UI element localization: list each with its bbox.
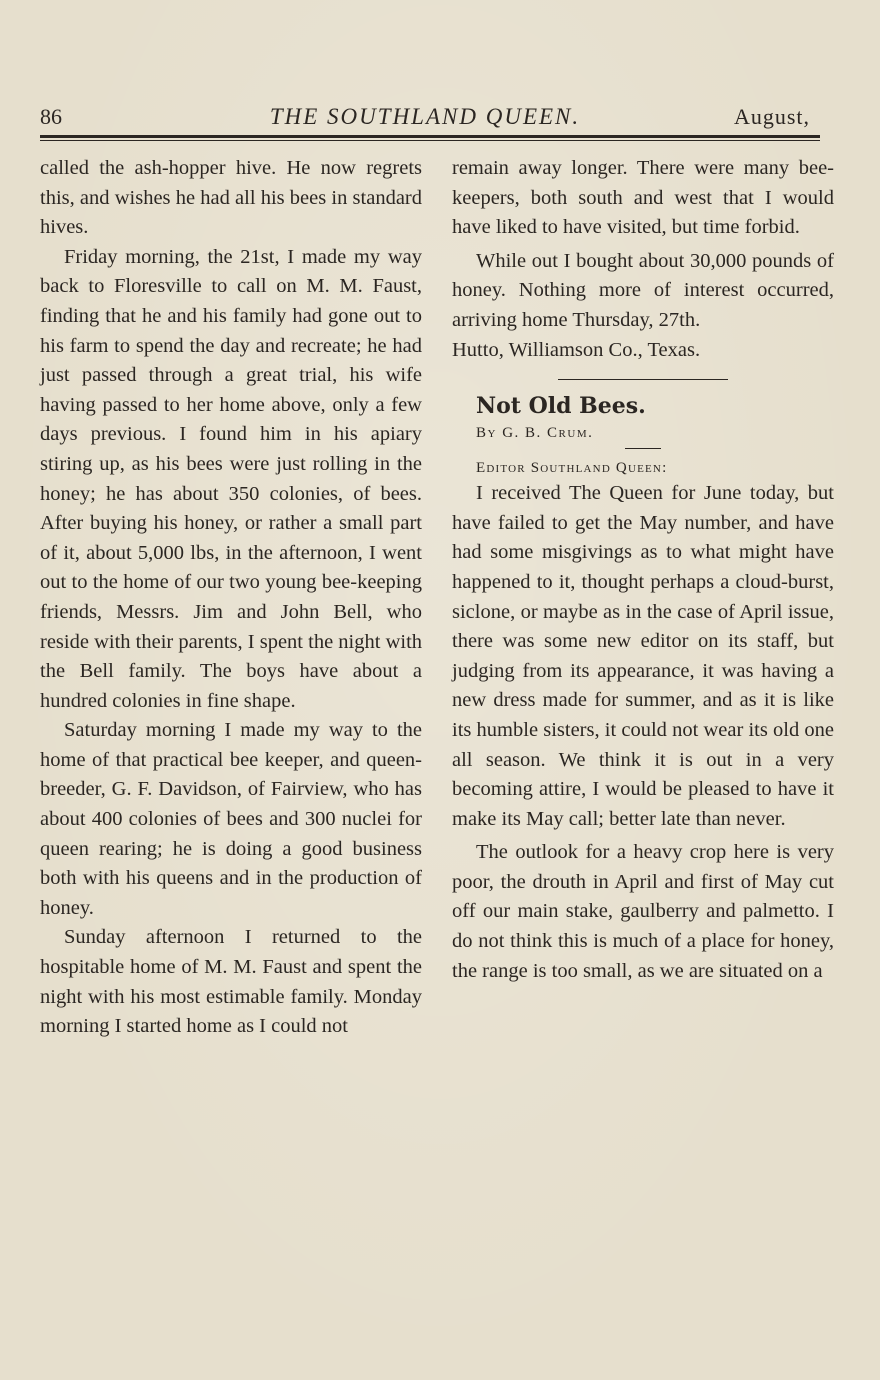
right-column xyxy=(452,154,834,986)
page-number: 86 xyxy=(40,104,62,129)
paragraph: Saturday morning I made my way to the home of that practical bee keeper, and queen-breeder, G. F. Davidson, of Fairview, who has about 400 colonies of bees and 300 nuclei for queen rearing; he is doing a good business both with his queens and in the production of honey. xyxy=(40,719,422,919)
paragraph: While out I bought about 30,000 pounds of honey. Nothing more of interest occurred, arriving home Thursday, 27th. xyxy=(452,249,834,331)
journal-title: THE SOUTHLAND QUEEN. xyxy=(269,104,581,129)
salutation: Editor Southland Queen: xyxy=(476,460,668,477)
left-column xyxy=(40,154,422,1042)
page-header xyxy=(40,104,810,134)
paragraph: remain away longer. There were many bee-keepers, both south and west that I would have liked to have visited, but time forbid. xyxy=(452,157,834,239)
article-title: Not Old Bees. xyxy=(476,393,646,420)
article-byline: By G. B. Crum. xyxy=(476,425,594,442)
section-divider xyxy=(558,379,728,380)
paragraph: The outlook for a heavy crop here is very poor, the drouth in April and first of May cut off our main stake, gaulberry and palmetto. I do not think this is much of a place for honey, the range is too small, as we are situated on a xyxy=(452,841,834,982)
paragraph: called the ash-hopper hive. He now regrets this, and wishes he had all his bees in standard hives. xyxy=(40,157,422,239)
paragraph: I received The Queen for June today, but have failed to get the May number, and have had some misgivings as to what might have happened to it, thought perhaps a cloud-burst, siclone, or maybe as in the case of April issue, there was some new editor on its staff, but judging from its appearance, it was having a new dress made for summer, and as it is like its humble sisters, it could not wear its old one all season. We think it is out in a very becoming attire, I would be pleased to have it make its May call; better late than never. xyxy=(452,482,834,830)
header-rule-thin xyxy=(40,140,820,141)
paragraph: Sunday afternoon I returned to the hospitable home of M. M. Faust and spent the night with his most estimable family. Monday morning I started home as I could not xyxy=(40,926,422,1038)
signature-line: Hutto, Williamson Co., Texas. xyxy=(452,338,701,361)
paragraph: Friday morning, the 21st, I made my way back to Floresville to call on M. M. Faust, finding that he and his family had gone out to his farm to spend the day and recreate; he had just passed through a great trial, his wife having passed to her home above, only a few days previous. I found him in his apiary stiring up, as his bees were just rolling in the honey; he has about 350 colonies, of bees. After buying his honey, or rather a small part of it, about 5,000 lbs, in the afternoon, I went out to the home of our two young bee-keeping friends, Messrs. Jim and John Bell, who reside with their parents, I spent the night with the Bell family. The boys have about a hundred colonies in fine shape. xyxy=(40,245,423,712)
header-rule-thick xyxy=(40,135,820,138)
byline-divider xyxy=(625,448,661,449)
issue-month: August, xyxy=(733,104,810,129)
